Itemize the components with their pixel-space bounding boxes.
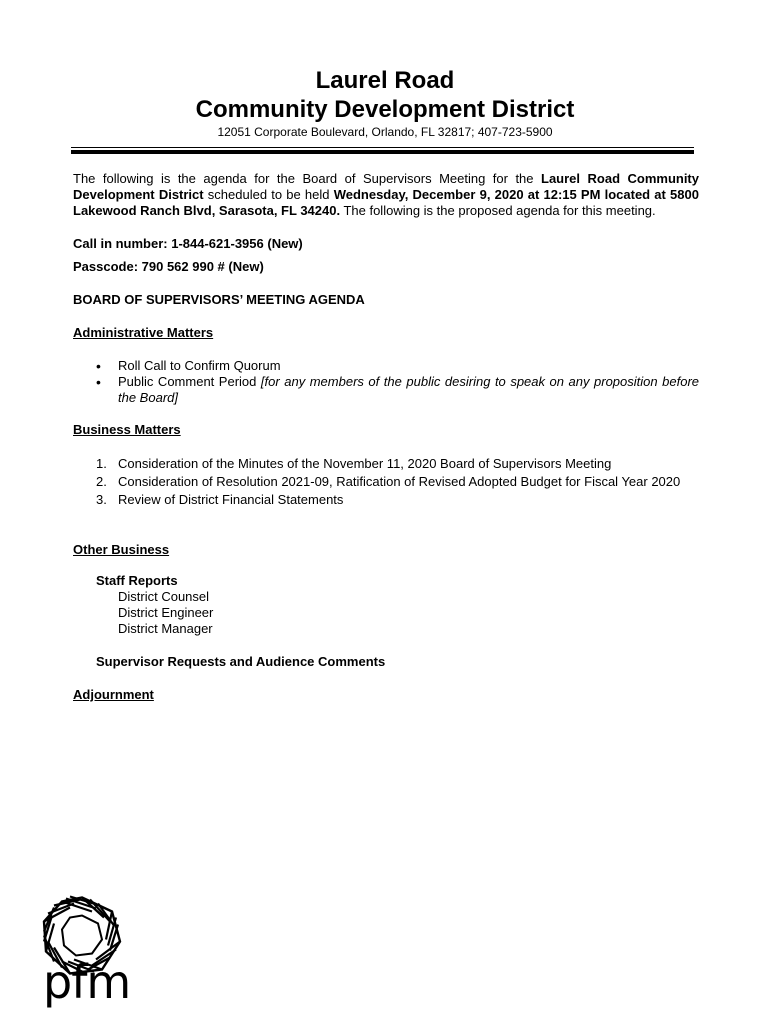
administrative-list [73,358,699,406]
agenda-heading: BOARD OF SUPERVISORS’ MEETING AGENDA [73,292,365,307]
adjournment-heading: Adjournment [73,687,154,702]
intro-paragraph [73,171,699,219]
supervisor-requests-heading: Supervisor Requests and Audience Comments [96,654,386,669]
staff-report-engineer: District Engineer [118,605,214,620]
district-address: 12051 Corporate Boulevard, Orlando, FL 32817; 407-723-5900 [217,125,553,139]
list-item-text: Public Comment Period [118,374,261,389]
intro-district-name: Laurel Road Community Development District [73,171,699,202]
staff-report-manager: District Manager [118,621,213,636]
list-item-text: Consideration of Resolution 2021-09, Ratification of Revised Adopted Budget for Fiscal Year 2020 [118,474,681,489]
business-matters-heading: Business Matters [73,422,181,437]
list-item [96,474,699,490]
list-item [118,374,699,406]
staff-report-counsel: District Counsel [118,589,210,604]
list-item-note: [for any members of the public desiring to speak on any proposition before the Board] [118,374,699,405]
other-business-heading: Other Business [73,542,170,557]
list-item [96,492,699,508]
staff-reports-heading: Staff Reports [96,573,178,588]
document-header [0,66,770,140]
list-item-number: 3. [96,492,107,507]
list-item-number: 1. [96,456,107,471]
agenda-body [73,171,699,703]
pfm-wordmark: pfm [43,955,131,1009]
header-divider-thin [71,147,694,148]
list-item-text: Consideration of the Minutes of the November 11, 2020 Board of Supervisors Meeting [118,456,612,471]
list-item [118,358,699,374]
district-title-line1: Laurel Road [315,67,455,94]
passcode: Passcode: 790 562 990 # (New) [73,259,264,274]
administrative-matters-heading: Administrative Matters [73,325,214,340]
call-in-number: Call in number: 1-844-621-3956 (New) [73,236,303,251]
intro-text-3: The following is the proposed agenda for this meeting. [340,203,656,218]
list-item-number: 2. [96,474,107,489]
intro-datetime-location: Wednesday, December 9, 2020 at 12:15 PM located at 5800 Lakewood Ranch Blvd, Sarasota, FL 34240. [73,187,699,218]
district-title-line2: Community Development District [195,96,575,123]
list-item [96,456,699,472]
intro-text-2: scheduled to be held [203,187,334,202]
business-list [73,456,699,508]
list-item-text: Review of District Financial Statements [118,492,344,507]
list-item-text: Roll Call to Confirm Quorum [118,358,281,373]
header-divider-thick [71,150,694,154]
intro-text-1: The following is the agenda for the Board of Supervisors Meeting for the [73,171,542,186]
